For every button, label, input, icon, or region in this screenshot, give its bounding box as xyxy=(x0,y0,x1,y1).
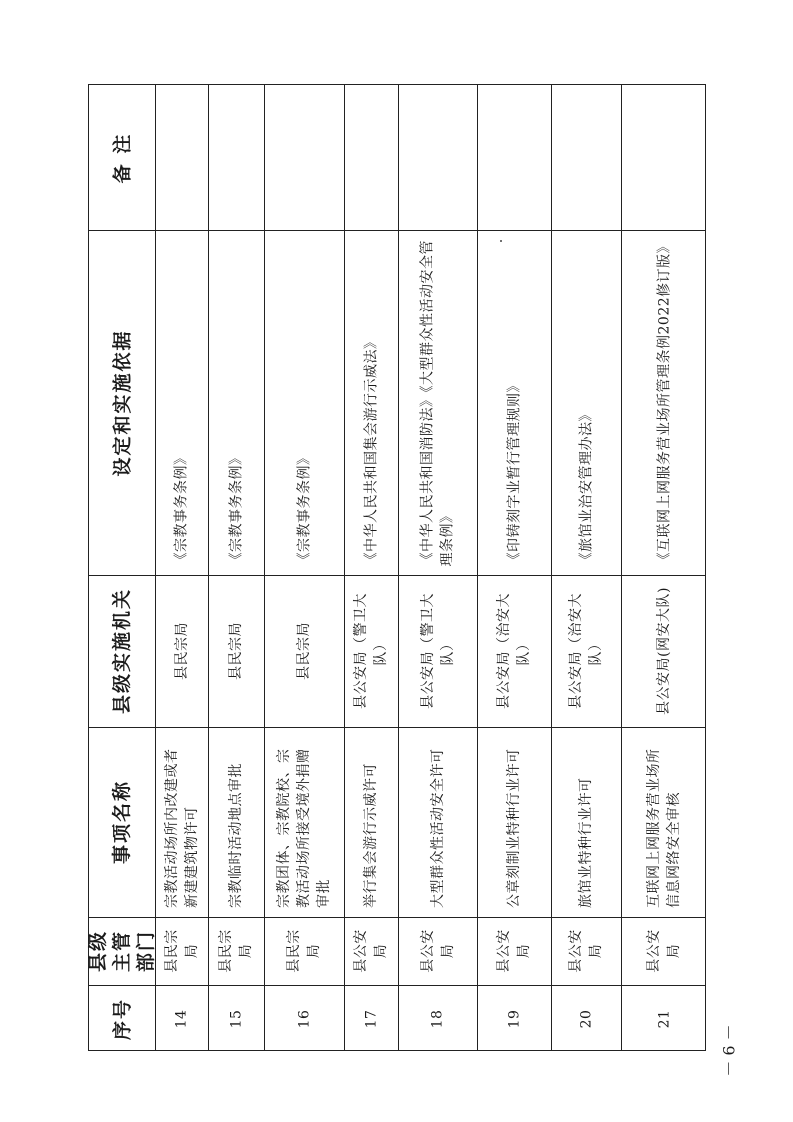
row-16-dept-cell xyxy=(264,917,344,985)
row-20-seq-cell xyxy=(551,985,621,1052)
row-17-item-text: 举行集会游行示威许可 xyxy=(363,763,379,908)
row-15-basis-text: 《宗教事务条例》 xyxy=(228,450,244,566)
row-21-seq-text: 21 xyxy=(656,1009,672,1028)
row-19-agency-text: 县公安局（治安大队） xyxy=(496,593,532,709)
row-15-seq-cell xyxy=(208,985,264,1052)
row-16-item-text: 宗教团体、宗教院校、宗教活动场所接受境外捐赠审批 xyxy=(276,748,332,908)
permit-table xyxy=(88,84,706,1051)
row-20-dept-cell xyxy=(551,917,621,985)
row-20-agency-text: 县公安局（治安大队） xyxy=(568,593,604,709)
row-15-item-cell xyxy=(208,727,264,917)
row-20-remark-cell xyxy=(551,85,621,230)
row-14-agency-text: 县民宗局 xyxy=(173,622,190,680)
header-basis-text: 设定和实施依据 xyxy=(111,329,133,477)
row-21-dept-cell xyxy=(621,917,707,985)
row-18-dept-cell xyxy=(398,917,477,985)
header-seq-text: 序号 xyxy=(111,997,133,1040)
row-21-item-text: 互联网上网服务营业场所信息网络安全审核 xyxy=(646,748,682,908)
row-20-agency-cell xyxy=(551,575,621,727)
row-14-basis-cell xyxy=(155,230,208,575)
header-agency-text: 县级实施机关 xyxy=(111,588,133,715)
row-15-agency-cell xyxy=(208,575,264,727)
row-17-basis-text: 《中华人民共和国集会游行示威法》 xyxy=(363,334,379,566)
row-21-remark-cell xyxy=(621,85,707,230)
row-14-seq-text: 14 xyxy=(173,1009,190,1028)
row-17-basis-cell xyxy=(344,230,398,575)
header-remark-cell xyxy=(89,85,155,230)
row-18-item-cell xyxy=(398,727,477,917)
header-agency-cell xyxy=(89,575,155,727)
row-15-dept-cell xyxy=(208,917,264,985)
row-14-dept-text: 县民宗局 xyxy=(163,929,200,973)
row-18-item-text: 大型群众性活动安全许可 xyxy=(429,748,446,908)
row-18-remark-cell xyxy=(398,85,477,230)
row-17-seq-cell xyxy=(344,985,398,1052)
row-16-agency-text: 县民宗局 xyxy=(296,622,312,680)
row-19-item-text: 公章刻制业特种行业许可 xyxy=(506,748,522,908)
row-19-basis-text: 《印铸刻字业暂行管理规则》 xyxy=(506,377,522,566)
row-19-seq-cell xyxy=(477,985,551,1052)
row-14-remark-cell xyxy=(155,85,208,230)
row-18-seq-cell xyxy=(398,985,477,1052)
scan-speck xyxy=(500,240,502,242)
row-16-item-cell xyxy=(264,727,344,917)
row-20-basis-text: 《旅馆业治安管理办法》 xyxy=(578,406,594,566)
row-18-agency-cell xyxy=(398,575,477,727)
header-item-text: 事项名称 xyxy=(111,780,133,865)
row-21-basis-text: 《互联网上网服务营业场所管理条例2022修订版》 xyxy=(656,238,672,566)
row-15-remark-cell xyxy=(208,85,264,230)
row-16-remark-cell xyxy=(264,85,344,230)
header-dept-cell xyxy=(89,917,155,985)
row-18-dept-text: 县公安局 xyxy=(419,929,456,973)
row-16-dept-text: 县民宗局 xyxy=(286,929,322,973)
row-21-item-cell xyxy=(621,727,707,917)
row-20-seq-text: 20 xyxy=(578,1009,594,1028)
row-21-basis-cell xyxy=(621,230,707,575)
header-remark-text: 备 注 xyxy=(111,132,133,183)
header-item-cell xyxy=(89,727,155,917)
row-16-agency-cell xyxy=(264,575,344,727)
row-21-dept-text: 县公安局 xyxy=(646,929,682,973)
row-20-item-text: 旅馆业特种行业许可 xyxy=(578,777,594,908)
row-18-basis-cell xyxy=(398,230,477,575)
page-number-text: － 6 － xyxy=(719,1023,739,1077)
row-19-basis-cell xyxy=(477,230,551,575)
row-21-agency-cell xyxy=(621,575,707,727)
row-16-seq-cell xyxy=(264,985,344,1052)
header-seq-cell xyxy=(89,985,155,1052)
row-15-agency-text: 县民宗局 xyxy=(228,622,244,680)
row-14-basis-text: 《宗教事务条例》 xyxy=(173,450,190,566)
row-20-dept-text: 县公安局 xyxy=(568,929,604,973)
row-19-item-cell xyxy=(477,727,551,917)
row-19-dept-text: 县公安局 xyxy=(496,929,532,973)
row-17-agency-cell xyxy=(344,575,398,727)
header-dept-text: 县级主管部门 xyxy=(87,930,157,973)
row-14-dept-cell xyxy=(155,917,208,985)
row-20-basis-cell xyxy=(551,230,621,575)
row-17-seq-text: 17 xyxy=(363,1009,379,1028)
row-20-item-cell xyxy=(551,727,621,917)
header-basis-cell xyxy=(89,230,155,575)
row-21-seq-cell xyxy=(621,985,707,1052)
row-18-seq-text: 18 xyxy=(429,1009,446,1028)
row-19-dept-cell xyxy=(477,917,551,985)
row-14-seq-cell xyxy=(155,985,208,1052)
row-17-dept-text: 县公安局 xyxy=(353,929,389,973)
row-15-seq-text: 15 xyxy=(228,1009,244,1028)
row-16-seq-text: 16 xyxy=(296,1009,312,1028)
row-17-item-cell xyxy=(344,727,398,917)
row-19-seq-text: 19 xyxy=(506,1009,522,1028)
row-14-agency-cell xyxy=(155,575,208,727)
row-21-agency-text: 县公安局(网安大队) xyxy=(656,587,672,715)
page-number xyxy=(708,1010,748,1090)
row-17-remark-cell xyxy=(344,85,398,230)
row-17-agency-text: 县公安局（警卫大队） xyxy=(353,593,389,709)
row-16-basis-text: 《宗教事务条例》 xyxy=(296,450,312,566)
row-15-item-text: 宗教临时活动地点审批 xyxy=(228,763,244,908)
row-18-agency-text: 县公安局（警卫大队） xyxy=(419,593,456,709)
row-16-basis-cell xyxy=(264,230,344,575)
row-19-agency-cell xyxy=(477,575,551,727)
row-14-item-text: 宗教活动场所内改建或者新建建筑物许可 xyxy=(163,748,200,908)
row-15-basis-cell xyxy=(208,230,264,575)
row-15-dept-text: 县民宗局 xyxy=(218,929,254,973)
row-17-dept-cell xyxy=(344,917,398,985)
row-18-basis-text: 《中华人民共和国消防法》《大型群众性活动安全管理条例》 xyxy=(419,239,456,566)
row-19-remark-cell xyxy=(477,85,551,230)
row-14-item-cell xyxy=(155,727,208,917)
